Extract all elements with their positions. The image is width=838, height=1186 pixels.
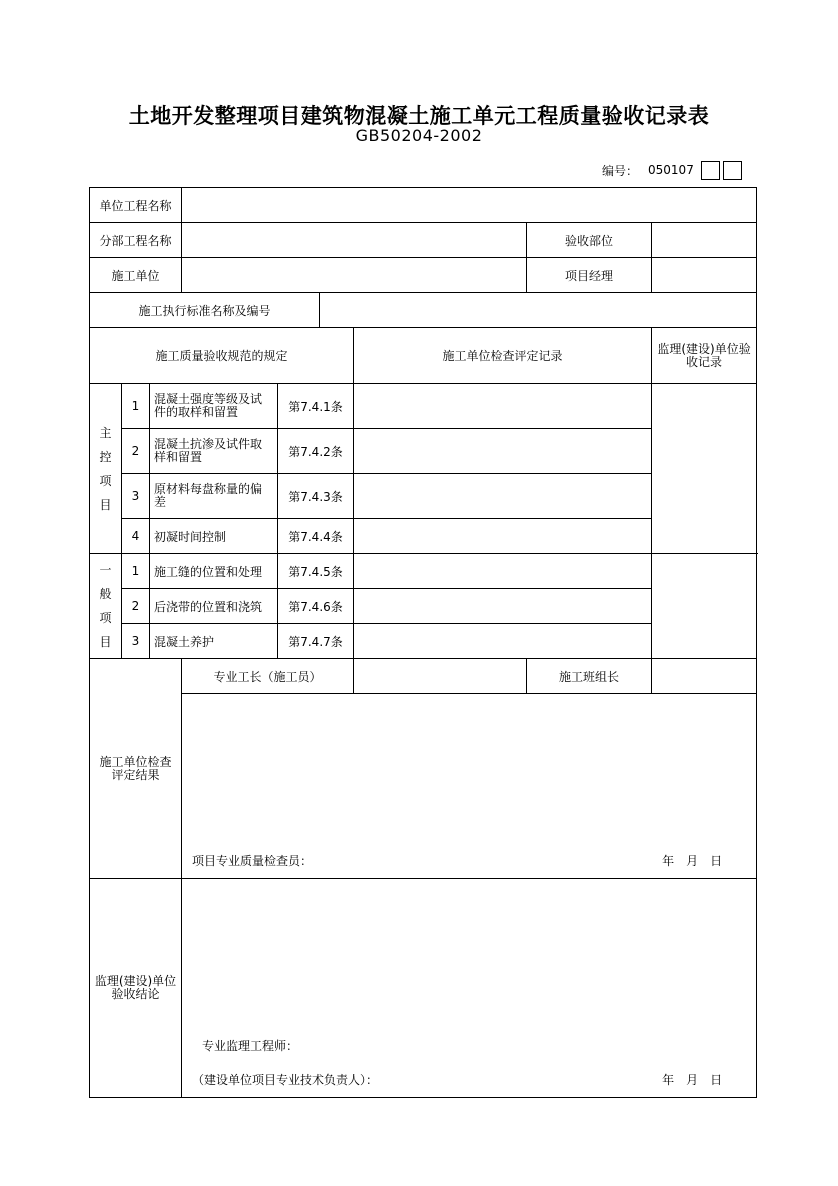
main-item-check-field[interactable] xyxy=(354,519,652,554)
general-item-check-field[interactable] xyxy=(354,554,652,589)
form-number-box-1[interactable] xyxy=(701,161,720,180)
supervision-result-label: 监理(建设)单位验收结论 xyxy=(90,879,182,1098)
construction-check-column-header: 施工单位检查评定记录 xyxy=(354,328,652,384)
main-item-no: 2 xyxy=(122,429,150,474)
main-item-clause: 第7.4.4条 xyxy=(278,519,354,554)
main-item-name: 混凝土强度等级及试件的取样和留置 xyxy=(150,384,278,429)
construction-unit-label: 施工单位 xyxy=(90,258,182,293)
main-item-clause: 第7.4.3条 xyxy=(278,474,354,519)
main-item-no: 3 xyxy=(122,474,150,519)
main-item-no: 4 xyxy=(122,519,150,554)
form-standard-code: GB50204-2002 xyxy=(355,126,483,145)
general-item-name: 混凝土养护 xyxy=(150,624,278,659)
construction-result-field[interactable] xyxy=(182,694,757,844)
general-item-check-field[interactable] xyxy=(354,589,652,624)
form-number-label: 编号： xyxy=(602,163,639,178)
acceptance-part-label: 验收部位 xyxy=(527,223,652,258)
supervision-result-date: 年 月 日 xyxy=(662,1073,723,1088)
standard-name-field[interactable] xyxy=(320,293,757,328)
main-item-name: 初凝时间控制 xyxy=(150,519,278,554)
spec-column-header: 施工质量验收规范的规定 xyxy=(90,328,354,384)
general-item-no: 2 xyxy=(122,589,150,624)
main-items-group-label: 主 控 项 目 xyxy=(90,384,122,554)
sub-project-name-label: 分部工程名称 xyxy=(90,223,182,258)
general-item-no: 3 xyxy=(122,624,150,659)
inspector-label: 项目专业质量检查员： xyxy=(192,854,313,869)
supervision-result-field[interactable] xyxy=(182,879,757,1029)
main-item-clause: 第7.4.2条 xyxy=(278,429,354,474)
project-manager-label: 项目经理 xyxy=(527,258,652,293)
construction-unit-field[interactable] xyxy=(182,258,527,293)
general-item-no: 1 xyxy=(122,554,150,589)
general-items-group-label: 一 般 项 目 xyxy=(90,554,122,659)
main-item-name: 原材料每盘称量的偏差 xyxy=(150,474,278,519)
main-items-supervision-field[interactable] xyxy=(652,384,757,554)
supervision-result-signature xyxy=(182,1063,757,1098)
acceptance-part-field[interactable] xyxy=(652,223,757,258)
standard-name-label: 施工执行标准名称及编号 xyxy=(90,293,320,328)
general-item-clause: 第7.4.6条 xyxy=(278,589,354,624)
foreman-label: 专业工长（施工员） xyxy=(182,659,354,694)
general-item-name: 施工缝的位置和处理 xyxy=(150,554,278,589)
main-item-name: 混凝土抗渗及试件取样和留置 xyxy=(150,429,278,474)
sub-project-name-field[interactable] xyxy=(182,223,527,258)
team-leader-label: 施工班组长 xyxy=(527,659,652,694)
general-item-name: 后浇带的位置和浇筑 xyxy=(150,589,278,624)
main-item-no: 1 xyxy=(122,384,150,429)
form-number-box-2[interactable] xyxy=(723,161,742,180)
foreman-field[interactable] xyxy=(354,659,527,694)
main-item-check-field[interactable] xyxy=(354,384,652,429)
general-item-check-field[interactable] xyxy=(354,624,652,659)
main-item-clause: 第7.4.1条 xyxy=(278,384,354,429)
form-title: 土地开发整理项目建筑物混凝土施工单元工程质量验收记录表 xyxy=(128,104,710,128)
general-item-clause: 第7.4.5条 xyxy=(278,554,354,589)
construction-result-signature xyxy=(182,844,757,879)
main-item-check-field[interactable] xyxy=(354,474,652,519)
team-leader-field[interactable] xyxy=(652,659,757,694)
supervision-check-column-header: 监理(建设)单位验收记录 xyxy=(652,328,757,384)
general-items-supervision-field[interactable] xyxy=(652,554,757,659)
construction-result-date: 年 月 日 xyxy=(662,854,723,869)
owner-rep-label: （建设单位项目专业技术负责人）： xyxy=(192,1073,379,1088)
construction-result-label: 施工单位检查评定结果 xyxy=(90,659,182,879)
unit-project-name-label: 单位工程名称 xyxy=(90,188,182,223)
unit-project-name-field[interactable] xyxy=(182,188,757,223)
form-number-value: 050107 xyxy=(648,163,694,177)
supervision-engineer-label: 专业监理工程师： xyxy=(182,1029,757,1063)
acceptance-record-table xyxy=(89,187,757,1098)
main-item-check-field[interactable] xyxy=(354,429,652,474)
form-number xyxy=(602,160,742,180)
general-item-clause: 第7.4.7条 xyxy=(278,624,354,659)
project-manager-field[interactable] xyxy=(652,258,757,293)
